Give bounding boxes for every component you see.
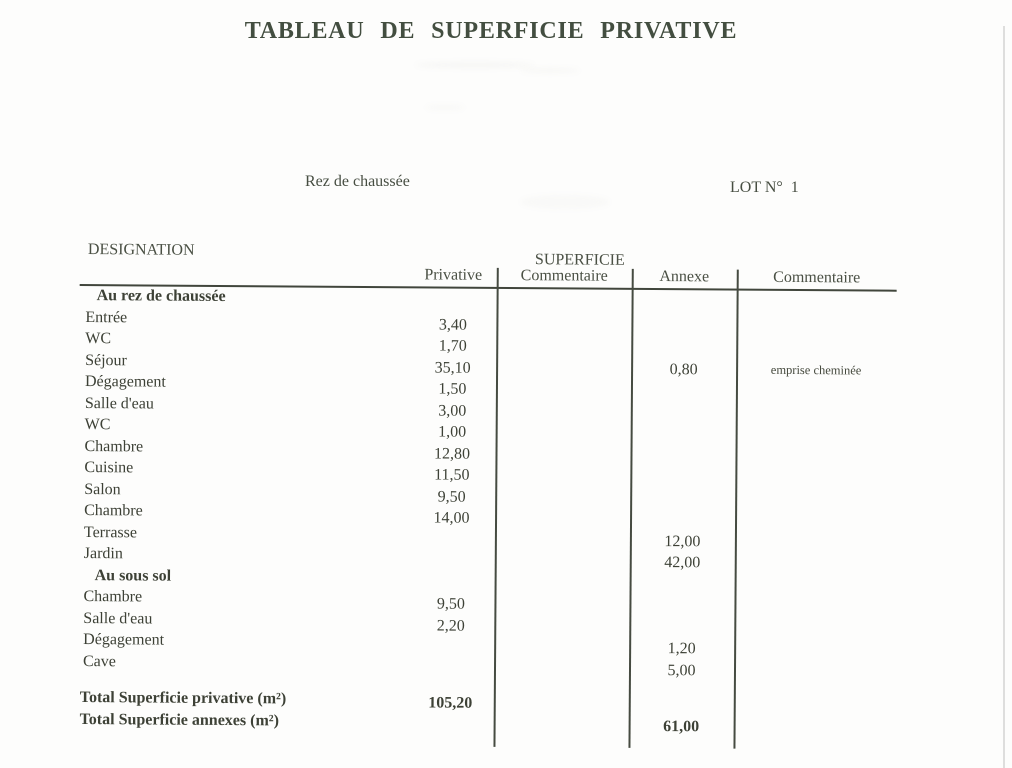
row-label: Chambre	[84, 437, 144, 455]
row-label: Chambre	[84, 502, 143, 520]
commentaire-1-value	[496, 379, 631, 401]
commentaire-2-value	[734, 660, 894, 683]
commentaire-1-value	[494, 594, 629, 616]
commentaire-2-value	[735, 488, 895, 511]
commentaire-1-value	[496, 357, 631, 379]
commentaire-1-value	[494, 690, 629, 713]
column-header-annexe: Annexe	[659, 268, 710, 286]
row-label: Cuisine	[84, 459, 134, 477]
scan-smudge	[520, 68, 580, 73]
floor-label: Rez de chaussée	[305, 173, 410, 190]
designation-header: DESIGNATION	[87, 241, 195, 259]
row-label: Entrée	[85, 308, 128, 326]
privative-value: 11,50	[434, 466, 470, 484]
row-label: Au rez de chaussée	[96, 287, 226, 306]
commentaire-2-value	[736, 295, 896, 318]
commentaire-1-value	[495, 572, 630, 594]
privative-value	[408, 550, 495, 572]
privative-value: 3,00	[438, 402, 467, 420]
commentaire-2-value	[735, 467, 895, 490]
privative-value	[407, 714, 494, 737]
commentaire-2-value	[734, 596, 894, 619]
privative-value: 1,50	[438, 380, 467, 398]
privative-value: 3,40	[438, 316, 467, 334]
row-label: Cave	[82, 652, 116, 670]
annexe-value	[629, 694, 734, 717]
scan-smudge	[425, 105, 465, 110]
privative-value	[408, 529, 495, 551]
annexe-value: 1,20	[667, 640, 696, 658]
annexe-value: 0,80	[669, 360, 698, 378]
row-label: Séjour	[85, 351, 127, 369]
commentaire-2-value	[735, 574, 895, 597]
annexe-value	[629, 595, 734, 617]
annexe-value	[630, 509, 735, 531]
row-label: Au sous sol	[94, 566, 172, 585]
row-label: Total Superficie privative (m²)	[79, 689, 287, 708]
row-label: Chambre	[83, 588, 143, 606]
row-label: Salle d'eau	[83, 609, 153, 628]
row-label: Salle d'eau	[84, 394, 154, 413]
annexe-value	[630, 466, 735, 488]
scan-smudge	[520, 195, 610, 209]
commentaire-1-value	[495, 465, 630, 487]
annexe-value: 42,00	[664, 554, 701, 572]
privative-value: 14,00	[433, 509, 470, 527]
document-title: TABLEAU DE SUPERFICIE PRIVATIVE	[244, 18, 738, 44]
commentaire-2-value	[735, 510, 895, 533]
commentaire-1-value	[496, 314, 631, 336]
column-header-commentaire-1: Commentaire	[520, 267, 608, 285]
row-label: Dégagement	[83, 631, 165, 649]
commentaire-1-value	[495, 551, 630, 573]
annexe-value	[630, 573, 735, 595]
privative-value: 2,20	[436, 617, 465, 635]
privative-value: 12,80	[433, 444, 471, 463]
annexe-value	[631, 294, 736, 316]
privative-value: 1,00	[438, 423, 467, 441]
commentaire-1-value	[494, 615, 629, 637]
commentaire-2-value	[735, 553, 895, 576]
commentaire-2-value	[736, 381, 896, 404]
privative-value	[409, 292, 496, 314]
scan-edge-line	[1003, 26, 1005, 768]
privative-value	[407, 658, 494, 680]
commentaire-1-value	[496, 293, 631, 315]
commentaire-2-value	[734, 639, 894, 662]
privative-value	[408, 572, 495, 594]
annexe-value	[631, 315, 736, 337]
row-label: Jardin	[83, 545, 123, 563]
commentaire-1-value	[495, 508, 630, 530]
commentaire-1-value	[494, 712, 629, 735]
commentaire-1-value	[495, 443, 630, 465]
privative-value: 1,70	[438, 337, 467, 355]
privative-value: 35,10	[434, 358, 471, 377]
surface-table	[76, 238, 910, 764]
table-rows	[77, 285, 897, 678]
commentaire-2-value	[736, 424, 896, 447]
column-header-commentaire-2: Commentaire	[773, 268, 861, 287]
commentaire-1-value	[496, 400, 631, 422]
annexe-value	[630, 487, 735, 509]
row-label: WC	[84, 416, 111, 434]
annexe-value: 61,00	[663, 718, 700, 736]
table-totals	[77, 687, 894, 737]
commentaire-2-value	[736, 402, 896, 425]
privative-value: 105,20	[428, 694, 473, 712]
commentaire-1-value	[496, 336, 631, 358]
superficie-header: SUPERFICIE	[534, 251, 625, 269]
annexe-value	[630, 444, 735, 466]
annexe-value	[631, 423, 736, 445]
privative-value: 9,50	[437, 488, 466, 506]
commentaire-1-value	[495, 486, 630, 508]
commentaire-2-value	[734, 617, 894, 640]
commentaire-2-value	[734, 714, 894, 737]
privative-value	[407, 636, 494, 658]
scan-smudge	[415, 62, 535, 68]
annexe-value	[631, 380, 736, 402]
row-label: Total Superficie annexes (m²)	[79, 711, 280, 730]
column-header-privative: Privative	[424, 266, 483, 284]
row-label: Salon	[84, 480, 121, 498]
row-label: Dégagement	[84, 373, 166, 391]
row-label: WC	[85, 330, 112, 348]
lot-number-label: LOT N° 1	[730, 179, 799, 196]
privative-value: 9,50	[436, 595, 466, 613]
commentaire-1-value	[494, 658, 629, 680]
commentaire-2-value	[736, 338, 896, 361]
annexe-value	[631, 337, 736, 359]
annexe-value: 12,00	[664, 532, 701, 550]
annexe-value: 5,00	[667, 661, 696, 679]
commentaire-2-value: emprise cheminée	[770, 362, 862, 377]
commentaire-1-value	[494, 637, 629, 659]
commentaire-1-value	[495, 529, 630, 551]
row-label: Terrasse	[83, 523, 138, 541]
commentaire-1-value	[496, 422, 631, 444]
commentaire-2-value	[735, 445, 895, 468]
commentaire-2-value	[735, 531, 895, 554]
annexe-value	[629, 616, 734, 638]
commentaire-2-value	[736, 316, 896, 339]
commentaire-2-value	[734, 692, 894, 715]
annexe-value	[631, 401, 736, 423]
